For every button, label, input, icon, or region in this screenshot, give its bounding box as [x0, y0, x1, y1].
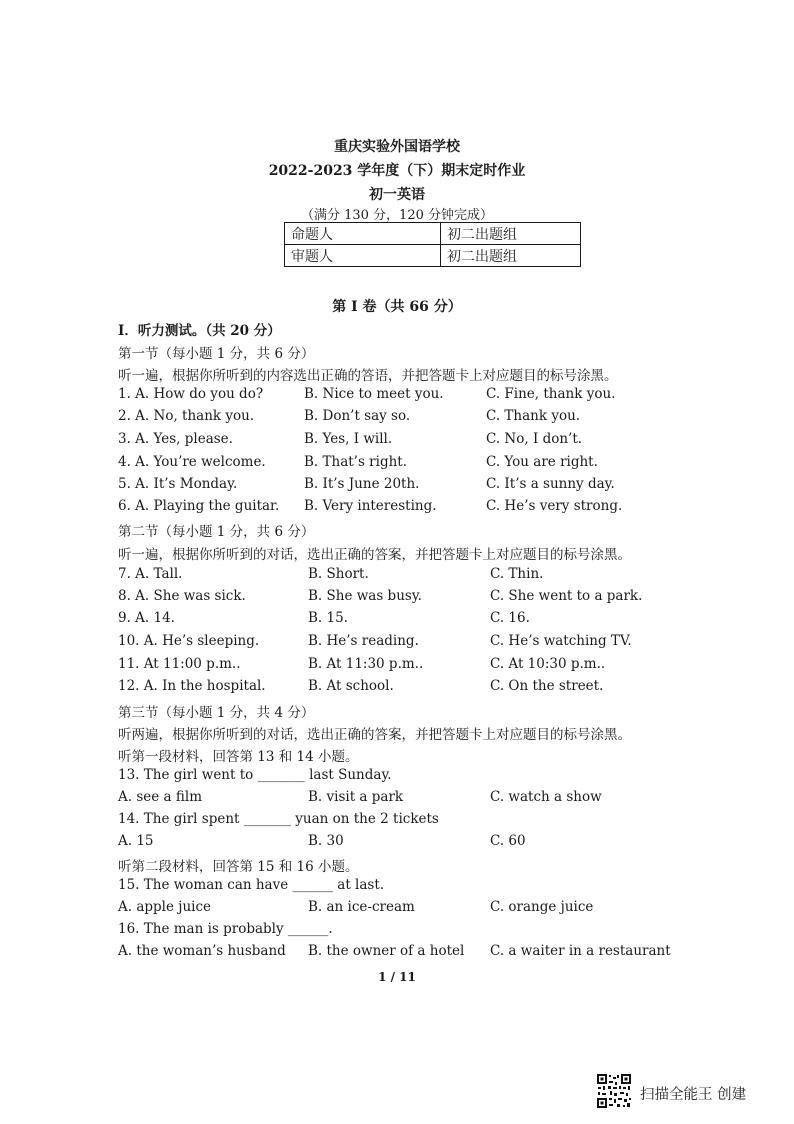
option-c: C. You are right.	[486, 454, 598, 470]
question-row	[118, 476, 678, 496]
option-b: B. Short.	[308, 566, 369, 582]
option-c: C. It’s a sunny day.	[486, 476, 615, 492]
option-c: C. watch a show	[490, 789, 602, 805]
option-b: B. 15.	[308, 610, 348, 626]
option-c: C. On the street.	[490, 678, 604, 694]
question-row	[118, 498, 678, 518]
question-row	[118, 588, 678, 608]
option-a: 3. A. Yes, please.	[118, 431, 233, 447]
option-c: C. Thin.	[490, 566, 544, 582]
option-b: B. Don’t say so.	[304, 408, 411, 424]
option-b: B. Nice to meet you.	[304, 386, 444, 402]
option-b: B. Very interesting.	[304, 498, 437, 514]
question-row	[118, 610, 678, 630]
exam-subject: 初一英语	[369, 187, 425, 203]
question-row	[118, 633, 678, 653]
option-c: C. 16.	[490, 610, 530, 626]
sub2-title: 第二节（每小题 1 分，共 6 分）	[118, 524, 315, 540]
option-c: C. a waiter in a restaurant	[490, 943, 671, 959]
option-a: 12. A. In the hospital.	[118, 678, 266, 694]
part-title: 第 I 卷（共 66 分）	[332, 299, 462, 315]
question-14-stem: 14. The girl spent _______ yuan on the 2 tickets	[118, 811, 439, 827]
question-row	[118, 454, 678, 474]
option-c: C. He’s watching TV.	[490, 633, 632, 649]
option-c: C. orange juice	[490, 899, 594, 915]
option-c: C. Fine, thank you.	[486, 386, 616, 402]
qr-code-icon	[596, 1073, 632, 1109]
option-c: C. No, I don’t.	[486, 431, 583, 447]
sub1-title: 第一节（每小题 1 分，共 6 分）	[118, 346, 315, 362]
exam-term: 2022-2023 学年度（下）期末定时作业	[268, 163, 526, 179]
option-b: B. He’s reading.	[308, 633, 419, 649]
option-a: 7. A. Tall.	[118, 566, 183, 582]
option-b: B. She was busy.	[308, 588, 422, 604]
option-b: B. It’s June 20th.	[304, 476, 420, 492]
section-title: I．听力测试。（共 20 分）	[118, 323, 281, 339]
reviewer-row	[285, 245, 581, 267]
watermark-text: 扫描全能王 创建	[640, 1087, 747, 1103]
option-a: 2. A. No, thank you.	[118, 408, 255, 424]
question-13-stem: 13. The girl went to _______ last Sunday.	[118, 767, 392, 783]
sub3-instruction: 听两遍，根据你所听到的对话，选出正确的答案，并把答题卡上对应题目的标号涂黑。	[118, 727, 631, 743]
sub3-title: 第三节（每小题 1 分，共 4 分）	[118, 705, 315, 721]
option-a: A. see a film	[118, 789, 202, 805]
option-a: A. apple juice	[118, 899, 212, 915]
reviewer-label: 审题人	[285, 245, 441, 267]
page-number: 1 / 11	[378, 970, 416, 984]
option-a: 8. A. She was sick.	[118, 588, 246, 604]
option-c: C. He’s very strong.	[486, 498, 623, 514]
author-row	[285, 223, 581, 245]
option-c: C. 60	[490, 833, 526, 849]
question-row	[118, 833, 678, 853]
option-b: B. At school.	[308, 678, 394, 694]
sub2-instruction: 听一遍，根据你所听到的对话，选出正确的答案，并把答题卡上对应题目的标号涂黑。	[118, 547, 631, 563]
reviewer-value: 初二出题组	[441, 245, 581, 267]
option-b: B. the owner of a hotel	[308, 943, 465, 959]
scanner-watermark	[596, 1073, 766, 1109]
sub1-instruction: 听一遍，根据你所听到的内容选出正确的答语，并把答题卡上对应题目的标号涂黑。	[118, 368, 618, 384]
author-value: 初二出题组	[441, 223, 581, 245]
author-label: 命题人	[285, 223, 441, 245]
option-c: C. She went to a park.	[490, 588, 643, 604]
question-row	[118, 789, 678, 809]
school-name: 重庆实验外国语学校	[334, 139, 460, 155]
option-b: B. an ice-cream	[308, 899, 415, 915]
question-row	[118, 678, 678, 698]
question-row	[118, 943, 678, 963]
question-16-stem: 16. The man is probably ______.	[118, 921, 333, 937]
option-a: 5. A. It’s Monday.	[118, 476, 238, 492]
question-row	[118, 386, 678, 406]
option-b: B. Yes, I will.	[304, 431, 393, 447]
option-b: B. 30	[308, 833, 344, 849]
option-a: 10. A. He’s sleeping.	[118, 633, 260, 649]
option-a: 9. A. 14.	[118, 610, 175, 626]
author-table	[284, 222, 581, 267]
material-1: 听第一段材料，回答第 13 和 14 小题。	[118, 749, 359, 765]
question-15-stem: 15. The woman can have ______ at last.	[118, 877, 385, 893]
option-a: 1. A. How do you do?	[118, 386, 264, 402]
option-b: B. That’s right.	[304, 454, 408, 470]
option-a: 6. A. Playing the guitar.	[118, 498, 280, 514]
option-a: A. 15	[118, 833, 154, 849]
option-b: B. visit a park	[308, 789, 404, 805]
question-row	[118, 408, 678, 428]
option-a: A. the woman’s husband	[118, 943, 286, 959]
option-c: C. At 10:30 p.m..	[490, 656, 606, 672]
option-c: C. Thank you.	[486, 408, 581, 424]
question-row	[118, 899, 678, 919]
question-row	[118, 566, 678, 586]
question-row	[118, 431, 678, 451]
option-b: B. At 11:30 p.m..	[308, 656, 424, 672]
question-row	[118, 656, 678, 676]
option-a: 4. A. You’re welcome.	[118, 454, 266, 470]
option-a: 11. At 11:00 p.m..	[118, 656, 241, 672]
material-2: 听第二段材料，回答第 15 和 16 小题。	[118, 859, 359, 875]
score-time: （满分 130 分，120 分钟完成）	[300, 208, 494, 223]
